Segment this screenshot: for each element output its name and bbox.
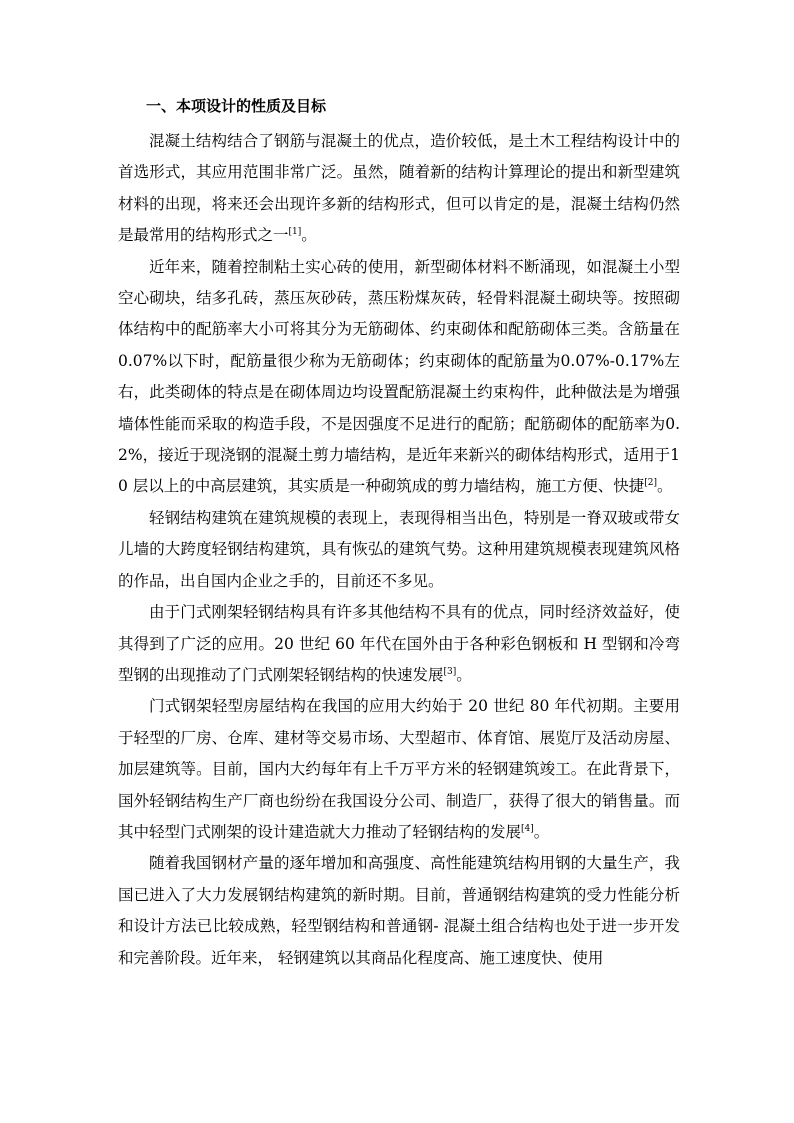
paragraph-text: 轻钢结构建筑在建筑规模的表现上，表现得相当出色，特别是一脊双玻或带女儿墙的大跨度轻钢结构建筑，具有恢弘的建筑气势。这种用建筑规模表现建筑风格的作品，出自国内企业之手的，目前还不多见。 bbox=[118, 508, 680, 590]
paragraph-tail: 。 bbox=[301, 226, 317, 245]
paragraph-tail: 。 bbox=[456, 665, 472, 684]
body-text bbox=[118, 126, 680, 974]
paragraph-6 bbox=[118, 848, 680, 974]
citation-marker: [4] bbox=[521, 823, 534, 834]
paragraph-4 bbox=[118, 597, 680, 691]
paragraph-1 bbox=[118, 126, 680, 252]
citation-marker: [1] bbox=[288, 227, 302, 238]
citation-marker: [2] bbox=[644, 478, 658, 489]
paragraph-text: 门式钢架轻型房屋结构在我国的应用大约始于 20 世纪 80 年代初期。主要用于轻型的厂房、仓库、建材等交易市场、大型超市、体育馆、展览厅及活动房屋、加层建筑等。目前，国内大约每年有上千万平方米的轻钢建筑竣工。在此背景下，国外轻钢结构生产厂商也纷纷在我国设分公司、制造厂，获得了很大的销售量。而其中轻型门式刚架的设计建造就大力推动了轻钢结构的发展 bbox=[118, 697, 680, 841]
paragraph-tail: 。 bbox=[533, 822, 550, 841]
paragraph-3 bbox=[118, 503, 680, 597]
paragraph-text: 混凝土结构结合了钢筋与混凝土的优点，造价较低，是土木工程结构设计中的首选形式，其应用范围非常广泛。虽然，随着新的结构计算理论的提出和新型建筑材料的出现，将来还会出现许多新的结构形式，但可以肯定的是，混凝土结构仍然是最常用的结构形式之一 bbox=[118, 132, 680, 245]
paragraph-text: 由于门式刚架轻钢结构具有许多其他结构不具有的优点，同时经济效益好，使其得到了广泛的应用。20 世纪 60 年代在国外由于各种彩色钢板和 H 型钢和冷弯型钢的出现推动了门式刚架轻钢结构的快速发展 bbox=[118, 603, 680, 684]
section-heading: 一、本项设计的性质及目标 bbox=[146, 97, 327, 115]
paragraph-2 bbox=[118, 252, 680, 503]
paragraph-tail: 。 bbox=[657, 477, 673, 496]
paragraph-text: 近年来，随着控制粘土实心砖的使用，新型砌体材料不断涌现，如混凝土小型空心砌块，结多孔砖，蒸压灰砂砖，蒸压粉煤灰砖，轻骨料混凝土砌块等。按照砌体结构中的配筋率大小可将其分为无筋砌体、约束砌体和配筋砌体三类。含筋量在0.07%以下时，配筋量很少称为无筋砌体；约束砌体的配筋量为0.07%-0.17%左右，此类砌体的特点是在砌体周边均设置配筋混凝土约束构件，此种做法是为增强墙体性能而采取的构造手段，不是因强度不足进行的配筋；配筋砌体的配筋率为0.2%，接近于现浇钢的混凝土剪力墙结构，是近年来新兴的砌体结构形式，适用于10 层以上的中高层建筑，其实质是一种砌筑成的剪力墙结构，施工方便、快捷 bbox=[118, 257, 680, 496]
paragraph-5 bbox=[118, 691, 680, 848]
citation-marker: [3] bbox=[443, 666, 457, 677]
paragraph-text: 随着我国钢材产量的逐年增加和高强度、高性能建筑结构用钢的大量生产，我国已进入了大力发展钢结构建筑的新时期。目前，普通钢结构建筑的受力性能分析和设计方法已比较成熟，轻型钢结构和普通钢- 混凝土组合结构也处于进一步开发和完善阶段。近年来， 轻钢建筑以其商品化程度高、施工速度快、使用 bbox=[118, 854, 680, 967]
